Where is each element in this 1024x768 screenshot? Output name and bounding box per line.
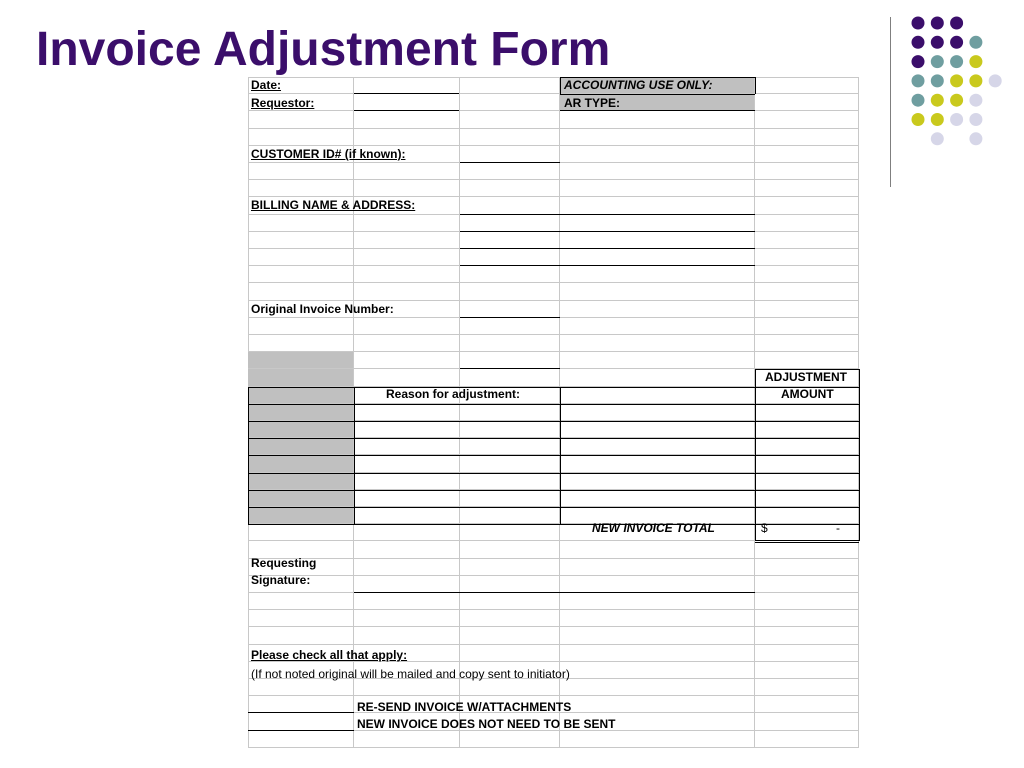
grid-cell (460, 283, 560, 301)
grid-cell (248, 524, 354, 541)
grid-cell (460, 627, 560, 645)
billing-line-2-field[interactable] (461, 217, 754, 231)
grid-cell (755, 249, 859, 266)
no-new-invoice-checkbox[interactable] (249, 716, 353, 730)
decor-dot (912, 36, 925, 49)
grid-cell (560, 731, 755, 748)
adjustment-table-line (354, 387, 355, 524)
grid-cell (755, 215, 859, 232)
decor-dot (950, 74, 963, 87)
signature-label: Signature: (251, 573, 311, 587)
grid-cell (248, 627, 354, 645)
grid-cell (354, 593, 460, 610)
reason-for-adjustment-label: Reason for adjustment: (386, 387, 521, 401)
decor-dot (912, 55, 925, 68)
billing-name-address-label: BILLING NAME & ADDRESS: (251, 198, 416, 212)
grid-cell (248, 593, 354, 610)
grid-cell (354, 266, 460, 283)
decor-dot (912, 17, 925, 30)
decor-dot (950, 113, 963, 126)
grid-cell (755, 197, 859, 215)
grid-cell (755, 490, 859, 507)
adjustment-table-line (755, 369, 756, 387)
grid-cell (560, 180, 755, 197)
adjustment-table-line (248, 507, 859, 508)
grid-cell (755, 404, 859, 421)
adjustment-table-line (248, 404, 859, 405)
original-invoice-number-label: Original Invoice Number: (251, 302, 394, 316)
grid-cell (560, 473, 755, 490)
grid-cell (755, 94, 859, 111)
resend-invoice-checkbox[interactable] (249, 699, 353, 713)
grid-cell (460, 507, 560, 524)
grid-cell (460, 318, 560, 335)
grid-cell (354, 541, 460, 559)
grid-cell (560, 455, 755, 473)
total-box-line (755, 542, 859, 543)
date-label: Date: (251, 78, 282, 92)
grid-cell (460, 129, 560, 146)
grid-cell (248, 438, 354, 455)
grid-cell (560, 335, 755, 352)
grid-cell (755, 146, 859, 163)
grid-cell (560, 283, 755, 301)
grid-cell (560, 593, 755, 610)
grid-cell (755, 713, 859, 731)
grid-cell (354, 369, 460, 387)
grid-cell (755, 283, 859, 301)
grid-cell (248, 455, 354, 473)
adjustment-table-line (248, 421, 859, 422)
accounting-box-line (755, 77, 756, 94)
grid-cell (354, 731, 460, 748)
grid-cell (354, 455, 460, 473)
grid-cell (755, 559, 859, 576)
billing-line-1-field[interactable] (461, 199, 754, 213)
check-underline (248, 730, 354, 731)
decor-dot (969, 36, 982, 49)
grid-cell (354, 352, 460, 369)
total-box-line (755, 524, 756, 541)
adjustment-table-line (560, 387, 561, 524)
decor-dot (969, 113, 982, 126)
grid-cell (560, 438, 755, 455)
grid-cell (460, 438, 560, 455)
grid-cell (354, 129, 460, 146)
page-title: Invoice Adjustment Form (36, 23, 611, 76)
grid-cell (460, 266, 560, 283)
grid-cell (248, 473, 354, 490)
grid-cell (755, 593, 859, 610)
grid-cell (460, 455, 560, 473)
grid-cell (560, 679, 755, 696)
grid-cell (755, 180, 859, 197)
decor-dot (931, 74, 944, 87)
grid-cell (560, 301, 755, 318)
grid-cell (755, 627, 859, 645)
grid-cell (248, 507, 354, 524)
decor-dot (931, 113, 944, 126)
signature-field[interactable] (355, 574, 754, 588)
grid-cell (755, 111, 859, 129)
grid-cell (560, 266, 755, 283)
signature-underline (354, 592, 755, 593)
grid-cell (248, 266, 354, 283)
grid-cell (248, 731, 354, 748)
adjustment-table-line (248, 490, 859, 491)
grid-cell (354, 507, 460, 524)
grid-cell (354, 524, 460, 541)
adjustment-header: ADJUSTMENT (765, 370, 848, 384)
grid-cell (560, 129, 755, 146)
currency-symbol: $ (761, 521, 768, 535)
grid-cell (460, 94, 560, 111)
check-all-label: Please check all that apply: (251, 648, 408, 662)
grid-cell (460, 163, 560, 180)
grid-cell (248, 129, 354, 146)
grid-cell (755, 679, 859, 696)
grid-cell (560, 421, 755, 438)
billing-underline (460, 214, 755, 215)
billing-line-4-field[interactable] (461, 251, 754, 265)
grid-cell (354, 232, 460, 249)
grid-cell (560, 111, 755, 129)
grid-cell (755, 301, 859, 318)
adjustment-table-line (755, 387, 756, 524)
grid-cell (755, 352, 859, 369)
adjustment-table-line (248, 438, 859, 439)
grid-cell (755, 524, 859, 541)
grid-cell (460, 473, 560, 490)
grid-cell (460, 524, 560, 541)
grid-cell (560, 404, 755, 421)
grid-cell (560, 490, 755, 507)
grid-cell (560, 696, 755, 713)
grid-cell (755, 77, 859, 94)
grid-cell (755, 731, 859, 748)
decor-dot (950, 36, 963, 49)
grid-cell (460, 180, 560, 197)
grid-cell (460, 645, 560, 662)
decorative-divider (890, 17, 891, 187)
billing-underline (460, 231, 755, 232)
grid-cell (560, 387, 755, 404)
new-invoice-total-label: NEW INVOICE TOTAL (592, 521, 715, 535)
grid-cell (354, 627, 460, 645)
grid-cell (460, 593, 560, 610)
grid-cell (755, 473, 859, 490)
accounting-use-only-label: ACCOUNTING USE ONLY: (564, 78, 713, 92)
grid-cell (248, 610, 354, 627)
grid-cell (460, 111, 560, 129)
decor-dot (969, 94, 982, 107)
grid-cell (560, 352, 755, 369)
ar-type-field[interactable] (562, 97, 754, 111)
date-field[interactable] (355, 80, 459, 94)
grid-cell (755, 318, 859, 335)
grid-cell (755, 696, 859, 713)
grid-cell (460, 731, 560, 748)
decor-dot (931, 94, 944, 107)
requesting-label: Requesting (251, 556, 317, 570)
grid-cell (460, 541, 560, 559)
grid-cell (248, 490, 354, 507)
accounting-box-line (560, 77, 561, 94)
grid-cell (560, 318, 755, 335)
grid-cell (354, 473, 460, 490)
grid-cell (354, 163, 460, 180)
grid-cell (248, 387, 354, 404)
decor-dot (931, 55, 944, 68)
decor-dot (969, 132, 982, 145)
grid-cell (755, 645, 859, 662)
customer-id-label: CUSTOMER ID# (if known): (251, 147, 406, 161)
billing-underline (460, 265, 755, 266)
grid-cell (248, 215, 354, 232)
grid-cell (460, 352, 560, 369)
decor-dot (931, 132, 944, 145)
decor-dot (912, 94, 925, 107)
total-box-line (755, 540, 859, 541)
ar-type-label: AR TYPE: (564, 96, 621, 110)
adjustment-table-line (248, 387, 859, 388)
customer-id-field[interactable] (461, 148, 559, 162)
billing-underline (460, 248, 755, 249)
requestor-label: Requestor: (251, 96, 315, 110)
grid-cell (460, 490, 560, 507)
grid-cell (248, 180, 354, 197)
grid-cell (755, 438, 859, 455)
grid-cell (248, 421, 354, 438)
grid-cell (755, 610, 859, 627)
grid-cell (248, 369, 354, 387)
adjustment-table-line (248, 387, 249, 524)
decor-dot (989, 74, 1002, 87)
grid-cell (755, 335, 859, 352)
grid-cell (354, 404, 460, 421)
grid-cell (354, 610, 460, 627)
grid-cell (560, 610, 755, 627)
grid-cell (354, 421, 460, 438)
grid-cell (354, 438, 460, 455)
decor-dot (950, 55, 963, 68)
customer-id-underline (460, 162, 560, 163)
decor-dot (931, 17, 944, 30)
grid-cell (248, 249, 354, 266)
grid-cell (248, 283, 354, 301)
check-note: (If not noted original will be mailed and copy sent to initiator) (251, 667, 570, 681)
grid-cell (248, 111, 354, 129)
decor-dot (969, 55, 982, 68)
extra-underline (460, 368, 560, 369)
grid-cell (460, 369, 560, 387)
grid-cell (354, 283, 460, 301)
grid-cell (560, 645, 755, 662)
billing-line-3-field[interactable] (461, 234, 754, 248)
original-invoice-underline (460, 317, 560, 318)
grid-cell (248, 318, 354, 335)
grid-cell (755, 266, 859, 283)
grid-cell (460, 77, 560, 94)
grid-cell (755, 163, 859, 180)
grid-cell (560, 627, 755, 645)
grid-cell (354, 490, 460, 507)
grid-cell (460, 404, 560, 421)
grid-cell (460, 421, 560, 438)
grid-cell (755, 576, 859, 593)
decor-dot (969, 74, 982, 87)
adjustment-table-line (859, 369, 860, 541)
grid-cell (755, 129, 859, 146)
decor-dot (950, 94, 963, 107)
grid-cell (755, 662, 859, 679)
grid-cell (460, 610, 560, 627)
original-invoice-number-field[interactable] (461, 303, 559, 317)
grid-cell (354, 249, 460, 266)
grid-cell (755, 507, 859, 524)
grid-cell (248, 232, 354, 249)
requestor-field[interactable] (355, 97, 459, 111)
adjustment-table-line (248, 473, 859, 474)
decor-dot (912, 113, 925, 126)
adjustment-table-line (248, 455, 859, 456)
grid-cell (248, 404, 354, 421)
grid-cell (248, 352, 354, 369)
grid-cell (560, 541, 755, 559)
decor-dot (912, 74, 925, 87)
new-invoice-total-value: - (836, 521, 840, 535)
grid-cell (354, 180, 460, 197)
decor-dot (950, 17, 963, 30)
option-no-new-invoice: NEW INVOICE DOES NOT NEED TO BE SENT (357, 717, 616, 731)
grid-cell (755, 541, 859, 559)
grid-cell (460, 335, 560, 352)
option-resend-invoice: RE-SEND INVOICE W/ATTACHMENTS (357, 700, 572, 714)
decor-dot (931, 36, 944, 49)
grid-cell (354, 318, 460, 335)
grid-cell (755, 421, 859, 438)
grid-cell (560, 146, 755, 163)
grid-cell (248, 335, 354, 352)
grid-cell (354, 215, 460, 232)
grid-cell (354, 111, 460, 129)
grid-cell (755, 232, 859, 249)
grid-cell (755, 455, 859, 473)
grid-cell (560, 369, 755, 387)
grid-cell (354, 335, 460, 352)
amount-header: AMOUNT (781, 387, 834, 401)
grid-cell (248, 163, 354, 180)
grid-cell (560, 662, 755, 679)
grid-cell (560, 163, 755, 180)
